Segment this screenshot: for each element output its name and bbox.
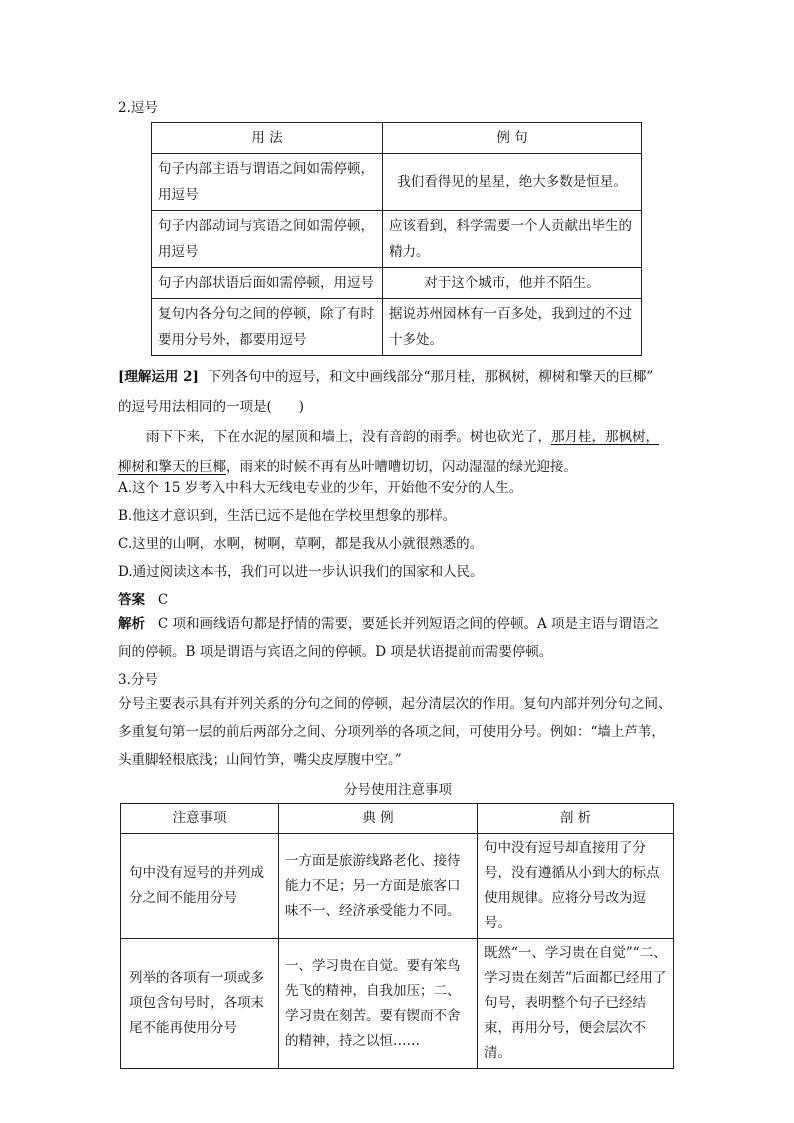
table-row <box>152 154 642 211</box>
table-row <box>152 299 642 356</box>
passage-text: 雨下下来，下在水泥的屋顶和墙上，没有音韵的雨季。树也砍光了， <box>146 429 551 445</box>
section-title-comma: 2.逗号 <box>118 100 158 116</box>
intro-line-1: 分号主要表示具有并列关系的分句之间的停顿，起分清层次的作用。复句内部并列分句之间、 <box>118 696 672 712</box>
intro-line-3: 头重脚轻根底浅；山间竹笋，嘴尖皮厚腹中空。” <box>118 752 402 768</box>
underlined-phrase: 柳树和擎天的巨椰 <box>118 459 226 475</box>
table-header-row <box>152 123 642 154</box>
header-analysis: 剖 析 <box>478 804 674 834</box>
option-d: D.通过阅读这本书，我们可以进一步认识我们的国家和人民。 <box>118 564 484 580</box>
header-example: 例 句 <box>383 123 642 154</box>
question-line-1 <box>118 362 688 392</box>
usage-cell: 句子内部动词与宾语之间如需停顿，用逗号 <box>152 211 383 268</box>
analysis-cell: 句中没有逗号却直接用了分号，没有遵循从小到大的标点使用规律。应将分号改为逗号。 <box>478 834 674 939</box>
passage-text: ，雨来的时候不再有丛叶嘈嘈切切，闪动湿湿的绿光迎接。 <box>226 459 577 475</box>
analysis-text: C 项和画线语句都是抒情的需要，要延长并列短语之间的停顿。A 项是主语与谓语之 <box>157 616 660 632</box>
analysis-cell: 既然“一、学习贵在自觉”“二、学习贵在刻苦”后面都已经用了句号，表明整个句子已经结束，再用分号，便会层次不清。 <box>478 939 674 1069</box>
section-title-semicolon: 3.分号 <box>118 672 158 688</box>
option-a: A.这个 15 岁考入中科大无线电专业的少年，开始他不安分的人生。 <box>118 480 523 496</box>
usage-cell: 句子内部状语后面如需停顿，用逗号 <box>152 268 383 299</box>
example-cell: 我们看得见的星星，绝大多数是恒星。 <box>383 154 642 211</box>
notes-cell: 列举的各项有一项或多项包含句号时，各项末尾不能再使用分号 <box>121 939 279 1069</box>
exercise-question <box>118 362 688 422</box>
example-cell: 据说苏州园林有一百多处，我到过的不过十多处。 <box>383 299 642 356</box>
option-c: C.这里的山啊，水啊，树啊，草啊，都是我从小就很熟悉的。 <box>118 536 484 552</box>
exercise-tag: [理解运用 2] <box>118 369 199 385</box>
table-row <box>121 834 674 939</box>
answer-label: 答案 <box>118 592 145 608</box>
table-header-row <box>121 804 674 834</box>
usage-cell: 句子内部主语与谓语之间如需停顿，用逗号 <box>152 154 383 211</box>
semicolon-intro <box>118 690 698 774</box>
analysis-label: 解析 <box>118 616 145 632</box>
analysis-line-2: 间的停顿。B 项是谓语与宾语之间的停顿。D 项是状语提前而需要停顿。 <box>118 644 553 660</box>
header-example: 典 例 <box>279 804 478 834</box>
table-title: 分号使用注意事项 <box>344 782 452 798</box>
table-row <box>152 211 642 268</box>
example-cell: 应该看到，科学需要一个人贡献出毕生的精力。 <box>383 211 642 268</box>
passage-line-1 <box>118 422 688 452</box>
question-line-2: 的逗号用法相同的一项是( ) <box>118 399 305 415</box>
exercise-passage <box>118 422 688 482</box>
option-b: B.他这才意识到，生活已远不是他在学校里想象的那样。 <box>118 508 457 524</box>
example-cell: 一方面是旅游线路老化、接待能力不足；另一方面是旅客口味不一、经济承受能力不同。 <box>279 834 478 939</box>
example-cell: 对于这个城市，他并不陌生。 <box>383 268 642 299</box>
table-row <box>121 939 674 1069</box>
question-text: 下列各句中的逗号，和文中画线部分“那月桂，那枫树，柳树和擎天的巨椰” <box>207 369 654 385</box>
answer-line <box>118 588 168 608</box>
comma-usage-table <box>151 122 642 356</box>
analysis <box>118 610 698 666</box>
underlined-phrase: 那月桂，那枫树， <box>551 429 659 445</box>
intro-line-2: 多重复句第一层的前后两部分之间、分项列举的各项之间，可使用分号。例如：“墙上芦苇， <box>118 724 665 740</box>
table-row <box>152 268 642 299</box>
usage-cell: 复句内各分句之间的停顿，除了有时要用分号外，都要用逗号 <box>152 299 383 356</box>
header-notes: 注意事项 <box>121 804 279 834</box>
analysis-line-1 <box>118 610 698 638</box>
options-list <box>118 474 688 586</box>
answer-value: C <box>157 592 169 608</box>
notes-cell: 句中没有逗号的并列成分之间不能用分号 <box>121 834 279 939</box>
semicolon-notes-table <box>120 803 674 1069</box>
example-cell: 一、学习贵在自觉。要有笨鸟先飞的精神，自我加压；二、学习贵在刻苦。要有锲而不舍的精神，持之以恒…… <box>279 939 478 1069</box>
header-usage: 用 法 <box>152 123 383 154</box>
